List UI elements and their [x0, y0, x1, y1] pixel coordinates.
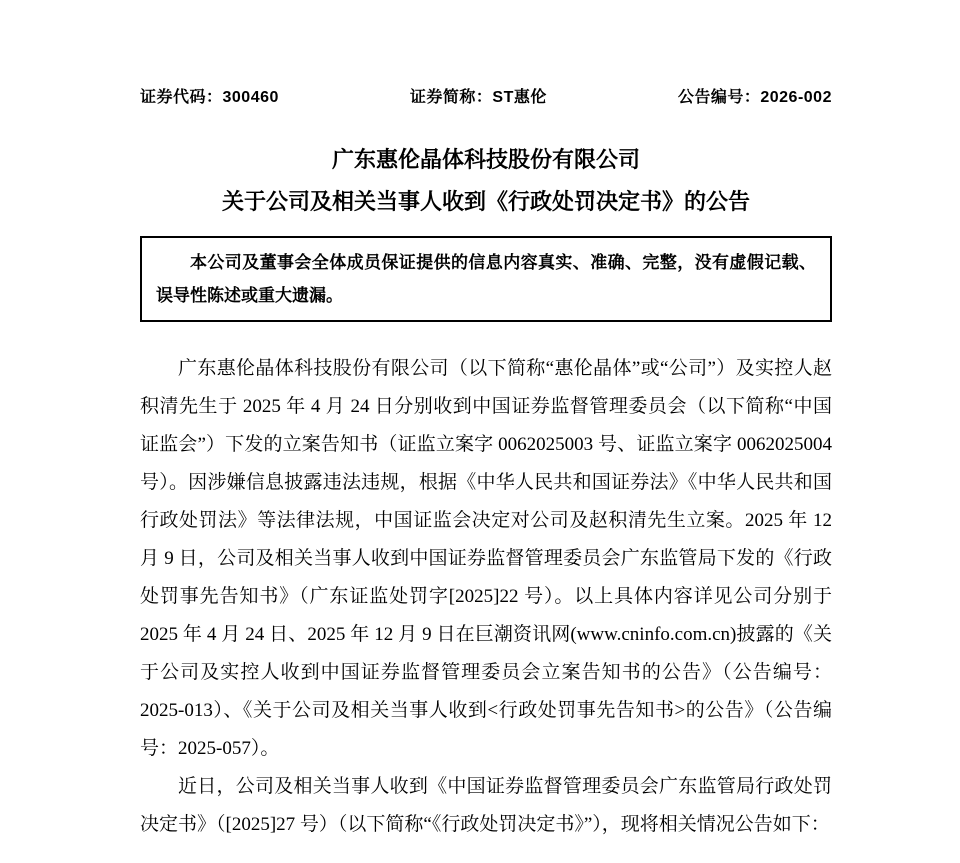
document-body [140, 350, 832, 844]
announcement-document [140, 0, 832, 844]
disclaimer-text: 本公司及董事会全体成员保证提供的信息内容真实、准确、完整，没有虚假记载、误导性陈述或重大遗漏。 [156, 252, 816, 305]
announcement-number: 公告编号：2026-002 [677, 89, 832, 106]
body-paragraph-2: 近日，公司及相关当事人收到《中国证券监督管理委员会广东监管局行政处罚决定书》（[2025]27 号）（以下简称“《行政处罚决定书》”），现将相关情况公告如下： [140, 775, 832, 835]
document-header [140, 84, 832, 107]
stock-code: 证券代码：300460 [140, 89, 279, 106]
company-name-title: 广东惠伦晶体科技股份有限公司 [331, 147, 640, 172]
stock-abbreviation: 证券简称：ST惠伦 [409, 89, 547, 106]
announcement-title: 关于公司及相关当事人收到《行政处罚决定书》的公告 [221, 189, 750, 215]
body-paragraph-1: 广东惠伦晶体科技股份有限公司（以下简称“惠伦晶体”或“公司”）及实控人赵积清先生于 2025 年 4 月 24 日分别收到中国证券监督管理委员会（以下简称“中国证监会”）下发的立案告知书（证监立案字 0062025003 号、证监立案字 0062025004 号）。因涉嫌信息披露违法违规，根据《中华人民共和国证券法》《中华人民共和国行政处罚法》等法律法规，中国证监会决定对公司及赵积清先生立案。2025 年 12 月 9 日，公司及相关当事人收到中国证券监督管理委员会广东监管局下发的《行政处罚事先告知书》（广东证监处罚字[2025]22 号）。以上具体内容详见公司分别于 2025 年 4 月 24 日、2025 年 12 月 9 日在巨潮资讯网(www.cninfo.com.cn)披露的《关于公司及实控人收到中国证券监督管理委员会立案告知书的公告》（公告编号：2025-013）、《关于公司及相关当事人收到<行政处罚事先告知书>的公告》（公告编号：2025-057）。 [140, 357, 832, 759]
disclaimer-box [140, 236, 832, 322]
